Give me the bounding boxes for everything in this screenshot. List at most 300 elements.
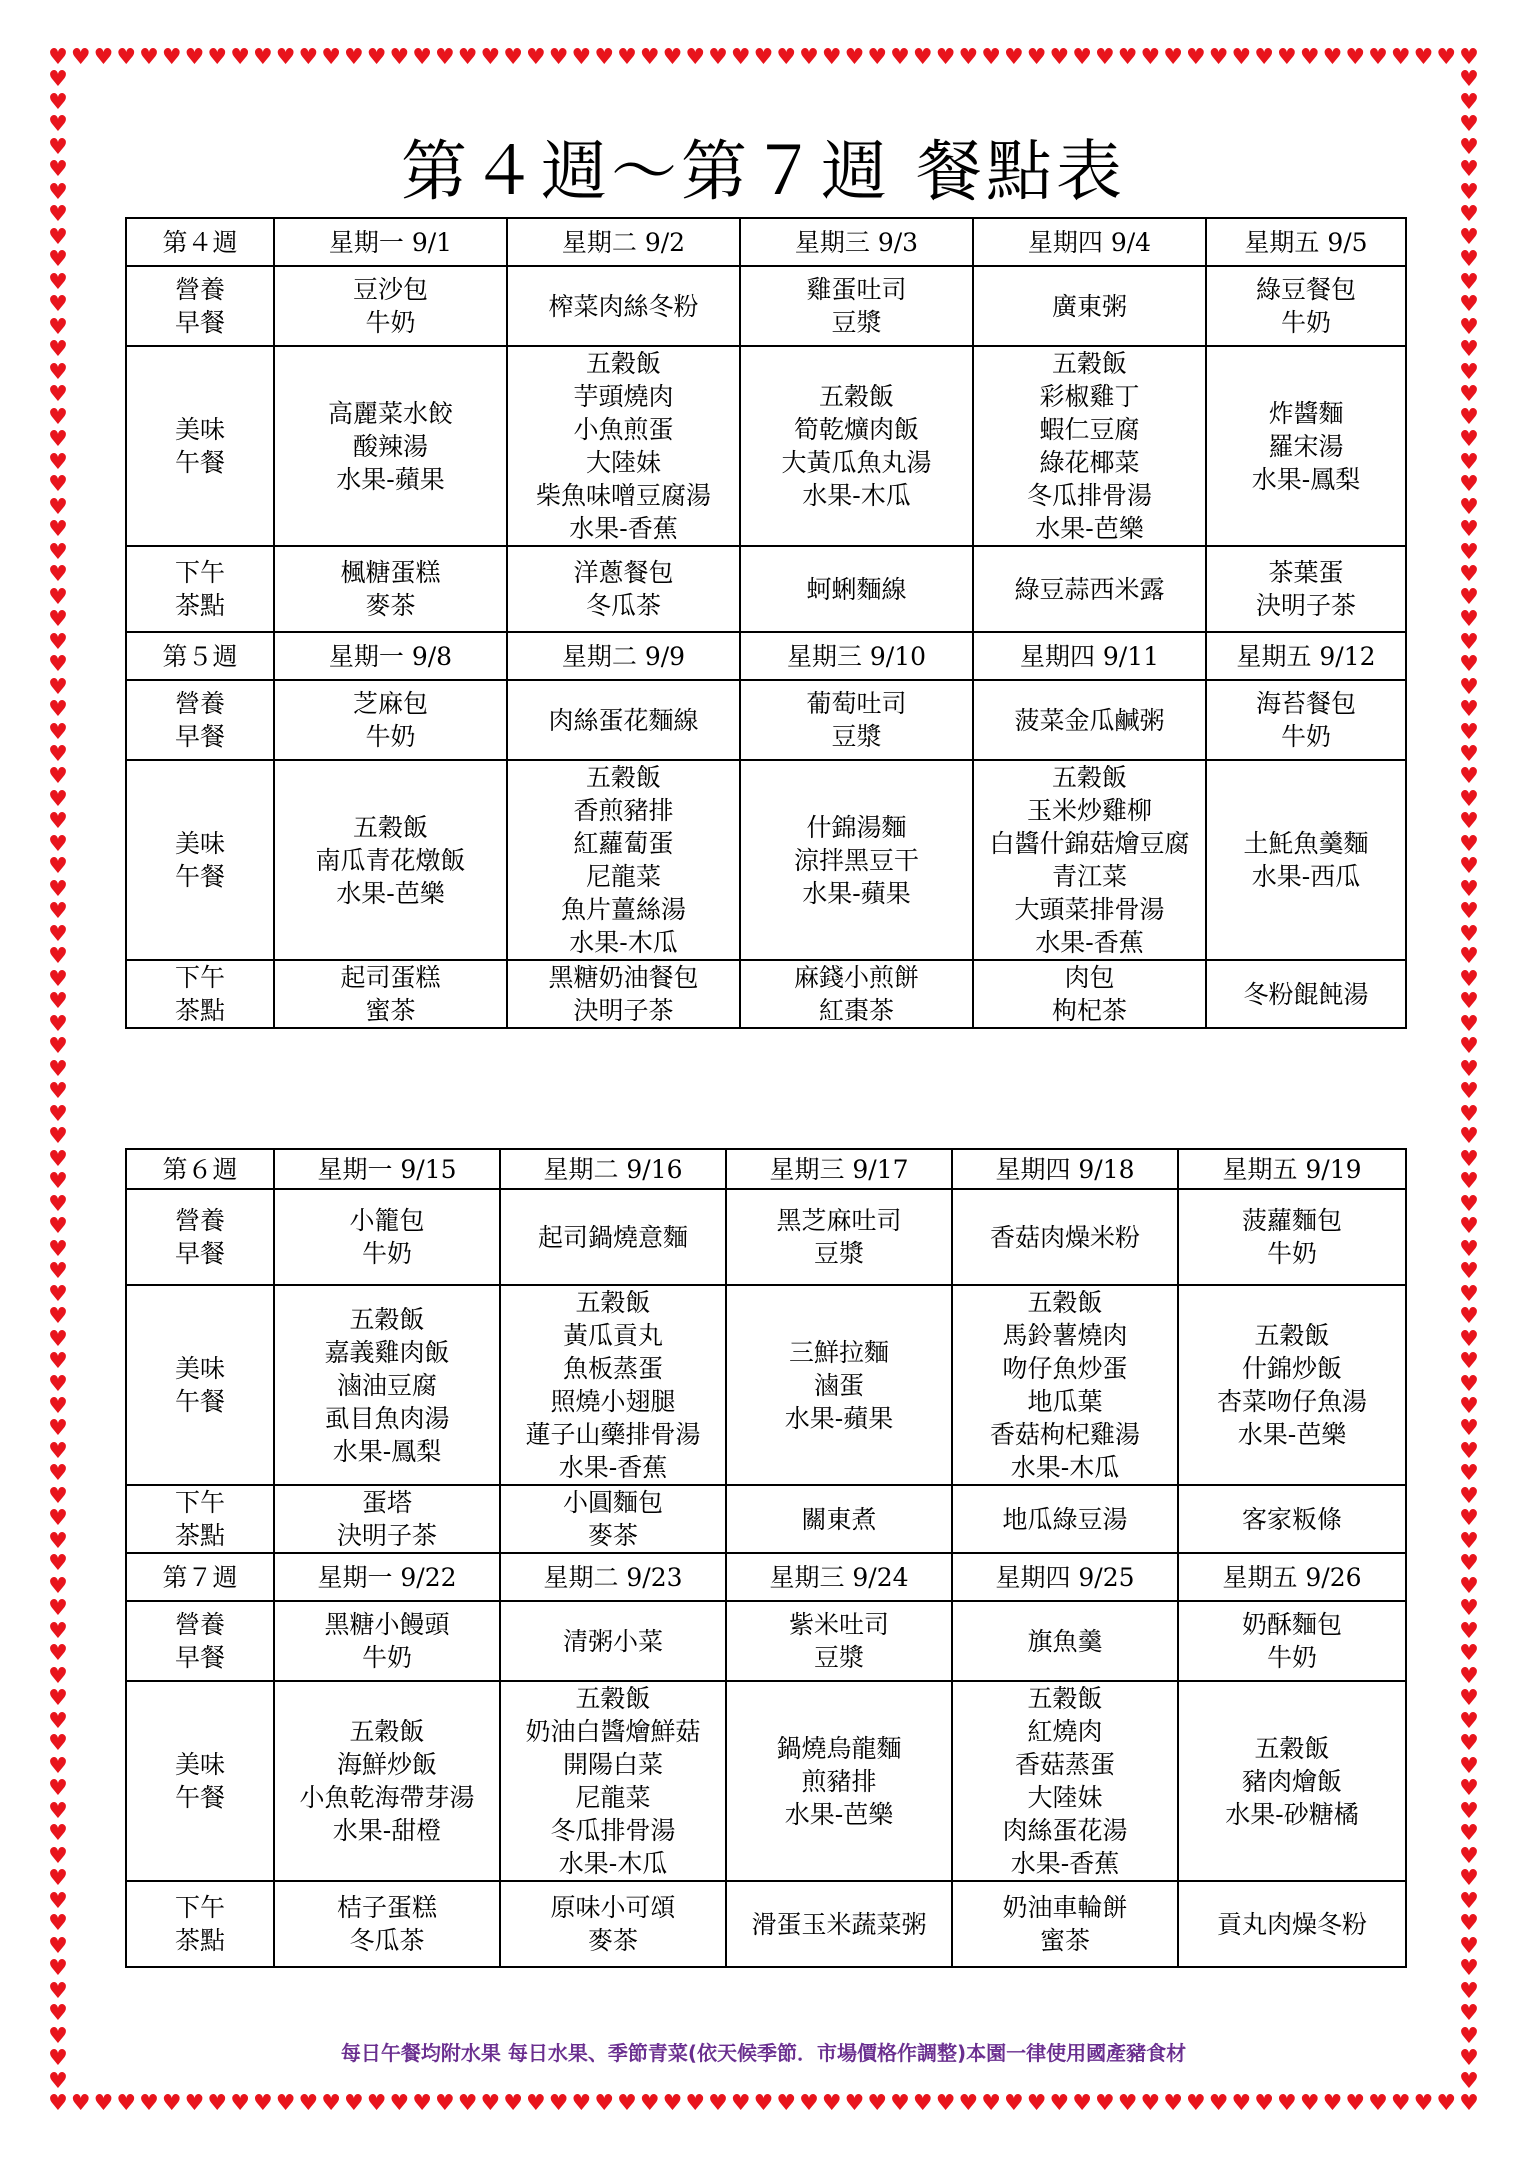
- heart-icon: ♥: [1322, 45, 1343, 70]
- heart-icon: ♥: [1459, 404, 1479, 430]
- breakfast-cell: [274, 1189, 500, 1285]
- heart-icon: ♥: [1459, 1933, 1479, 1959]
- lunch-cell-line: 魚板蒸蛋: [562, 1354, 663, 1383]
- breakfast-cell-line: 牛奶: [1266, 1239, 1317, 1268]
- heart-icon: ♥: [48, 269, 68, 295]
- heart-icon: ♥: [275, 2091, 296, 2116]
- heart-icon: ♥: [1186, 45, 1206, 70]
- heart-icon: ♥: [1459, 1866, 1479, 1892]
- lunch-cell-line: 三鮮拉麵: [788, 1337, 889, 1367]
- meal-label-snack-line: 下午: [174, 1893, 225, 1922]
- heart-icon: ♥: [1322, 2091, 1343, 2116]
- heart-icon: ♥: [1459, 2001, 1479, 2027]
- heart-icon: ♥: [1459, 1124, 1479, 1150]
- heart-icon: ♥: [1026, 45, 1047, 70]
- meal-label-lunch: [126, 1681, 274, 1881]
- lunch-cell: [726, 1681, 952, 1881]
- lunch-cell: [274, 1285, 500, 1485]
- heart-icon: ♥: [1459, 1394, 1479, 1419]
- day-header: 星期二 9/16: [500, 1149, 726, 1189]
- breakfast-cell: [740, 680, 973, 760]
- heart-icon: ♥: [1459, 2068, 1479, 2094]
- snack-cell-line: 蛋塔: [361, 1488, 412, 1517]
- heart-icon: ♥: [48, 674, 68, 700]
- breakfast-cell-line: 豆沙包: [352, 275, 428, 304]
- lunch-cell-line: 炸醬麵: [1268, 398, 1344, 428]
- heart-icon: ♥: [594, 45, 615, 70]
- heart-icon: ♥: [844, 2091, 865, 2116]
- lunch-cell: [274, 1681, 500, 1881]
- snack-row: [126, 546, 1406, 632]
- day-header: 星期一 9/15: [274, 1149, 500, 1189]
- heart-icon: ♥: [366, 45, 387, 70]
- breakfast-cell-line: 豆漿: [831, 722, 882, 751]
- snack-cell-line: 關東煮: [801, 1504, 877, 1534]
- breakfast-cell-line: 牛奶: [361, 1239, 412, 1268]
- week-label: 第６週: [126, 1149, 274, 1189]
- heart-icon: ♥: [1459, 741, 1479, 767]
- heart-icon: ♥: [1459, 427, 1479, 453]
- heart-icon: ♥: [1459, 517, 1479, 543]
- heart-icon: ♥: [1459, 494, 1479, 520]
- heart-icon: ♥: [1459, 224, 1479, 250]
- heart-icon: ♥: [48, 1776, 68, 1802]
- heart-icon: ♥: [389, 45, 410, 70]
- day-header: 星期四 9/18: [952, 1149, 1178, 1189]
- heart-icon: ♥: [48, 1169, 68, 1195]
- lunch-cell-line: 五穀飯: [585, 349, 661, 378]
- heart-icon: ♥: [48, 427, 68, 453]
- lunch-cell-line: 水果-芭樂: [1237, 1420, 1347, 1449]
- breakfast-cell-line: 牛奶: [1280, 722, 1331, 751]
- lunch-cell-line: 五穀飯: [349, 1304, 425, 1334]
- lunch-cell: [740, 760, 973, 960]
- heart-icon: ♥: [207, 2091, 228, 2116]
- heart-icon: ♥: [1459, 539, 1479, 565]
- heart-icon: ♥: [1459, 1753, 1479, 1779]
- lunch-cell-line: 小魚煎蛋: [573, 415, 674, 444]
- lunch-cell-line: 冬瓜排骨湯: [550, 1816, 676, 1845]
- heart-icon: ♥: [48, 1821, 68, 1847]
- heart-icon: ♥: [1254, 45, 1275, 70]
- heart-icon: ♥: [1413, 2091, 1434, 2116]
- heart-icon: ♥: [1072, 2091, 1092, 2116]
- lunch-cell-line: 水果-蘋果: [336, 464, 445, 494]
- heart-icon: ♥: [48, 719, 68, 745]
- heart-icon: ♥: [1459, 1146, 1479, 1172]
- breakfast-cell: [1178, 1601, 1406, 1681]
- snack-cell-line: 肉包: [1064, 963, 1115, 992]
- meal-label-lunch-line: 美味: [174, 415, 225, 444]
- meal-label-breakfast-line: 早餐: [174, 308, 225, 337]
- breakfast-cell-line: 黑芝麻吐司: [776, 1206, 902, 1235]
- heart-icon: ♥: [48, 89, 68, 115]
- menu-table-weeks-6-7: [125, 1148, 1407, 1968]
- heart-icon: ♥: [48, 652, 68, 678]
- lunch-cell-line: 五穀飯: [575, 1288, 651, 1317]
- heart-icon: ♥: [1459, 1034, 1479, 1060]
- lunch-cell-line: 大陸妹: [585, 448, 661, 477]
- heart-icon: ♥: [48, 1146, 68, 1172]
- heart-icon: ♥: [48, 1618, 68, 1644]
- snack-cell-line: 決明子茶: [336, 1521, 437, 1550]
- lunch-cell-line: 馬鈴薯燒肉: [1002, 1321, 1128, 1350]
- heart-icon: ♥: [662, 45, 683, 70]
- meal-label-lunch: [126, 346, 274, 546]
- snack-cell-line: 原味小可頌: [550, 1893, 676, 1922]
- meal-label-snack-line: 下午: [174, 963, 225, 992]
- heart-icon: ♥: [1368, 2091, 1388, 2116]
- heart-icon: ♥: [685, 45, 706, 70]
- heart-icon: ♥: [230, 45, 250, 70]
- heart-icon: ♥: [321, 45, 341, 70]
- heart-icon: ♥: [48, 449, 68, 475]
- heart-icon: ♥: [48, 831, 68, 857]
- heart-icon: ♥: [935, 45, 956, 70]
- heart-icon: ♥: [1163, 2091, 1183, 2116]
- heart-icon: ♥: [161, 2091, 182, 2116]
- snack-cell-line: 地瓜綠豆湯: [1002, 1504, 1128, 1534]
- week-header-row: [126, 218, 1406, 266]
- heart-icon: ♥: [1459, 1596, 1479, 1622]
- heart-icon: ♥: [48, 517, 68, 543]
- heart-icon: ♥: [571, 45, 592, 70]
- heart-icon: ♥: [548, 45, 569, 70]
- snack-cell-line: 枸杞茶: [1051, 996, 1127, 1025]
- heart-icon: ♥: [207, 45, 228, 70]
- lunch-cell-line: 滷油豆腐: [336, 1370, 437, 1400]
- heart-icon: ♥: [890, 2091, 910, 2116]
- heart-icon: ♥: [1208, 45, 1229, 70]
- heart-icon: ♥: [48, 1191, 68, 1217]
- snack-cell: [274, 1881, 500, 1967]
- heart-icon: ♥: [48, 1304, 68, 1330]
- heart-icon: ♥: [912, 45, 933, 70]
- breakfast-cell-line: 豆漿: [813, 1643, 864, 1672]
- heart-icon: ♥: [821, 45, 842, 70]
- lunch-cell-line: 冬瓜排骨湯: [1026, 481, 1152, 510]
- heart-icon: ♥: [1459, 1304, 1479, 1330]
- heart-icon: ♥: [1277, 45, 1297, 70]
- heart-icon: ♥: [48, 1573, 68, 1599]
- meal-label-snack: [126, 1881, 274, 1967]
- breakfast-cell: [740, 266, 973, 346]
- day-header: 星期四 9/11: [973, 632, 1206, 680]
- heart-icon: ♥: [685, 2091, 706, 2116]
- heart-icon: ♥: [48, 629, 68, 655]
- lunch-cell-line: 五穀飯: [352, 812, 428, 842]
- breakfast-cell-line: 豆漿: [813, 1239, 864, 1268]
- lunch-cell-line: 五穀飯: [818, 382, 894, 411]
- meal-label-snack-line: 茶點: [174, 1521, 225, 1550]
- day-header: 星期三 9/24: [726, 1553, 952, 1601]
- heart-icon: ♥: [48, 741, 68, 767]
- heart-icon: ♥: [48, 2046, 68, 2072]
- lunch-cell-line: 五穀飯: [1051, 349, 1127, 378]
- lunch-cell-line: 水果-木瓜: [1010, 1453, 1120, 1482]
- heart-icon: ♥: [1459, 1371, 1479, 1397]
- heart-icon: ♥: [48, 966, 68, 992]
- heart-icon: ♥: [1231, 45, 1252, 70]
- heart-icon: ♥: [48, 786, 68, 812]
- heart-icon: ♥: [48, 1506, 68, 1532]
- lunch-cell-line: 五穀飯: [575, 1684, 651, 1713]
- heart-icon: ♥: [48, 1798, 68, 1824]
- heart-icon: ♥: [1459, 2091, 1479, 2116]
- lunch-cell-line: 筍乾爌肉飯: [793, 415, 919, 444]
- heart-icon: ♥: [1231, 2091, 1252, 2116]
- lunch-cell-line: 香菇蒸蛋: [1014, 1750, 1115, 1779]
- heart-icon: ♥: [617, 2091, 637, 2116]
- heart-icon: ♥: [1459, 2023, 1479, 2049]
- breakfast-cell-line: 葡萄吐司: [806, 689, 907, 718]
- heart-icon: ♥: [1459, 1214, 1479, 1240]
- heart-icon: ♥: [321, 2091, 341, 2116]
- heart-icon: ♥: [1345, 45, 1366, 70]
- lunch-cell-line: 南瓜青花燉飯: [315, 845, 466, 875]
- week-label: 第４週: [126, 218, 274, 266]
- breakfast-cell-line: 黑糖小饅頭: [324, 1610, 450, 1639]
- heart-icon: ♥: [1277, 2091, 1297, 2116]
- lunch-cell-line: 肉絲蛋花湯: [1002, 1816, 1128, 1845]
- heart-icon: ♥: [503, 45, 524, 70]
- heart-icon: ♥: [48, 1079, 68, 1105]
- day-header: 星期二 9/9: [507, 632, 740, 680]
- week-header-row: [126, 632, 1406, 680]
- heart-icon: ♥: [1459, 314, 1479, 340]
- heart-icon: ♥: [48, 1101, 68, 1127]
- heart-icon: ♥: [412, 2091, 432, 2116]
- heart-icon: ♥: [1459, 1978, 1479, 2004]
- snack-cell-line: 麥茶: [587, 1926, 638, 1955]
- heart-icon: ♥: [48, 1326, 68, 1352]
- snack-cell-line: 黑糖奶油餐包: [548, 963, 699, 992]
- lunch-cell: [274, 346, 507, 546]
- breakfast-cell: [1178, 1189, 1406, 1285]
- breakfast-cell: [274, 266, 507, 346]
- lunch-cell-line: 什錦湯麵: [806, 812, 907, 842]
- lunch-cell-line: 水果-香蕉: [569, 514, 678, 543]
- heart-icon: ♥: [48, 989, 68, 1015]
- heart-icon: ♥: [1459, 1551, 1479, 1577]
- snack-cell-line: 綠豆蒜西米露: [1014, 574, 1165, 604]
- breakfast-cell-line: 榨菜肉絲冬粉: [548, 291, 699, 321]
- heart-icon: ♥: [1459, 1236, 1479, 1262]
- heart-icon: ♥: [48, 697, 68, 723]
- meal-label-lunch-line: 美味: [174, 1354, 225, 1383]
- lunch-cell-line: 蓮子山藥排骨湯: [525, 1420, 701, 1449]
- meal-label-breakfast-line: 營養: [174, 1206, 225, 1235]
- lunch-cell-line: 水果-芭樂: [784, 1799, 894, 1829]
- heart-icon: ♥: [70, 2091, 91, 2116]
- meal-label-lunch: [126, 1285, 274, 1485]
- snack-row: [126, 960, 1406, 1028]
- heart-icon: ♥: [48, 1933, 68, 1959]
- breakfast-cell: [726, 1601, 952, 1681]
- lunch-cell: [740, 346, 973, 546]
- heart-icon: ♥: [1459, 1663, 1479, 1689]
- snack-cell-line: 茶葉蛋: [1268, 558, 1344, 587]
- heart-icon: ♥: [1459, 584, 1479, 610]
- snack-cell-line: 貢丸肉燥冬粉: [1216, 1909, 1367, 1939]
- heart-icon: ♥: [1459, 1821, 1479, 1847]
- heart-icon: ♥: [70, 45, 91, 70]
- heart-icon: ♥: [48, 1011, 68, 1037]
- heart-icon: ♥: [48, 899, 68, 925]
- heart-icon: ♥: [1413, 45, 1434, 70]
- meal-label-breakfast-line: 營養: [174, 689, 225, 718]
- heart-icon: ♥: [48, 1236, 68, 1262]
- heart-icon: ♥: [48, 1911, 68, 1937]
- breakfast-cell-line: 牛奶: [1266, 1643, 1317, 1672]
- heart-icon: ♥: [1459, 89, 1479, 115]
- heart-icon: ♥: [48, 944, 68, 970]
- lunch-row: [126, 1681, 1406, 1881]
- lunch-cell-line: 高麗菜水餃: [327, 398, 453, 428]
- heart-icon: ♥: [1459, 1438, 1479, 1464]
- heart-icon: ♥: [1436, 45, 1457, 70]
- heart-icon: ♥: [1208, 2091, 1229, 2116]
- heart-icon: ♥: [1459, 449, 1479, 475]
- lunch-row: [126, 760, 1406, 960]
- heart-icon: ♥: [48, 1596, 68, 1622]
- breakfast-cell-line: 清粥小菜: [562, 1626, 663, 1656]
- snack-cell: [274, 960, 507, 1028]
- heart-icon: ♥: [571, 2091, 592, 2116]
- lunch-row: [126, 1285, 1406, 1485]
- snack-cell-line: 洋蔥餐包: [573, 558, 674, 587]
- meal-label-breakfast-line: 營養: [174, 275, 225, 304]
- lunch-cell-line: 水果-芭樂: [1035, 514, 1144, 543]
- heart-icon: ♥: [548, 2091, 569, 2116]
- heart-icon: ♥: [457, 2091, 478, 2116]
- breakfast-cell: [952, 1189, 1178, 1285]
- lunch-cell: [973, 760, 1206, 960]
- lunch-cell-line: 豬肉燴飯: [1241, 1766, 1342, 1796]
- snack-cell: [973, 546, 1206, 632]
- snack-cell: [740, 546, 973, 632]
- heart-icon: ♥: [1459, 809, 1479, 835]
- snack-cell: [952, 1881, 1178, 1967]
- heart-icon: ♥: [1459, 1011, 1479, 1037]
- lunch-cell-line: 水果-鳳梨: [1251, 464, 1361, 494]
- meal-label-snack: [126, 546, 274, 632]
- heart-icon: ♥: [1459, 1416, 1479, 1442]
- heart-icon: ♥: [1459, 179, 1479, 205]
- lunch-cell-line: 水果-香蕉: [1035, 928, 1144, 957]
- lunch-cell-line: 五穀飯: [1254, 1733, 1330, 1763]
- heart-icon: ♥: [93, 45, 114, 70]
- snack-cell: [1206, 546, 1406, 632]
- lunch-cell-line: 香煎豬排: [573, 796, 674, 825]
- heart-icon: ♥: [48, 1866, 68, 1892]
- heart-icon: ♥: [662, 2091, 683, 2116]
- meal-label-snack-line: 茶點: [174, 591, 225, 620]
- day-header: 星期五 9/12: [1206, 632, 1406, 680]
- heart-icon: ♥: [1459, 674, 1479, 700]
- lunch-cell-line: 吻仔魚炒蛋: [1002, 1354, 1128, 1383]
- heart-icon: ♥: [1254, 2091, 1275, 2116]
- heart-icon: ♥: [48, 404, 68, 430]
- breakfast-cell: [1206, 266, 1406, 346]
- lunch-cell-line: 水果-鳳梨: [332, 1436, 442, 1466]
- heart-icon: ♥: [48, 921, 68, 947]
- lunch-cell-line: 魚片薑絲湯: [560, 895, 686, 924]
- heart-icon: ♥: [1459, 1169, 1479, 1195]
- snack-cell: [500, 1485, 726, 1553]
- lunch-cell-line: 大黃瓜魚丸湯: [781, 448, 932, 477]
- heart-icon: ♥: [1459, 944, 1479, 970]
- heart-icon: ♥: [1436, 2091, 1457, 2116]
- heart-icon: ♥: [912, 2091, 933, 2116]
- heart-icon: ♥: [48, 1708, 68, 1734]
- snack-cell-line: 滑蛋玉米蔬菜粥: [751, 1909, 927, 1939]
- lunch-cell-line: 土魠魚羹麵: [1243, 829, 1369, 858]
- breakfast-cell-line: 菠菜金瓜鹹粥: [1014, 705, 1165, 735]
- lunch-cell-line: 紅蘿蔔蛋: [573, 829, 674, 858]
- meal-label-snack-line: 茶點: [174, 996, 225, 1025]
- heart-icon: ♥: [1459, 1349, 1479, 1375]
- lunch-cell: [973, 346, 1206, 546]
- lunch-cell-line: 青江菜: [1051, 862, 1127, 891]
- heart-icon: ♥: [184, 45, 205, 70]
- heart-icon: ♥: [867, 45, 888, 70]
- snack-cell: [726, 1485, 952, 1553]
- heart-icon: ♥: [48, 67, 68, 93]
- breakfast-cell: [500, 1189, 726, 1285]
- heart-icon: ♥: [958, 2091, 979, 2116]
- lunch-cell-line: 五穀飯: [1051, 763, 1127, 792]
- heart-icon: ♥: [116, 45, 137, 70]
- week-label: 第５週: [126, 632, 274, 680]
- lunch-cell: [274, 760, 507, 960]
- snack-cell-line: 奶油車輪餅: [1002, 1893, 1128, 1922]
- heart-icon: ♥: [617, 45, 637, 70]
- heart-icon: ♥: [389, 2091, 410, 2116]
- heart-icon: ♥: [639, 45, 660, 70]
- heart-icon: ♥: [48, 1888, 68, 1914]
- lunch-cell-line: 芋頭燒肉: [573, 382, 674, 411]
- breakfast-cell-line: 廣東粥: [1051, 291, 1127, 321]
- lunch-cell-line: 黃瓜貢丸: [562, 1321, 663, 1350]
- breakfast-cell-line: 海苔餐包: [1255, 689, 1356, 718]
- heart-icon: ♥: [48, 2068, 68, 2094]
- heart-icon: ♥: [48, 809, 68, 835]
- day-header: 星期三 9/3: [740, 218, 973, 266]
- heart-icon: ♥: [48, 1528, 68, 1554]
- heart-icon: ♥: [1459, 1573, 1479, 1599]
- heart-icon: ♥: [503, 2091, 524, 2116]
- lunch-cell-line: 五穀飯: [1027, 1288, 1103, 1317]
- heart-icon: ♥: [1049, 2091, 1070, 2116]
- heart-icon: ♥: [1459, 292, 1479, 318]
- day-header: 星期一 9/1: [274, 218, 507, 266]
- heart-icon: ♥: [730, 2091, 751, 2116]
- heart-icon: ♥: [48, 224, 68, 250]
- heart-icon: ♥: [1459, 1798, 1479, 1824]
- heart-icon: ♥: [1459, 1259, 1479, 1285]
- heart-icon: ♥: [981, 45, 1001, 70]
- meal-label-breakfast-line: 早餐: [174, 1643, 225, 1672]
- heart-icon: ♥: [48, 562, 68, 588]
- heart-icon: ♥: [48, 1416, 68, 1442]
- lunch-cell: [507, 346, 740, 546]
- heart-icon: ♥: [48, 1551, 68, 1577]
- lunch-cell-line: 水果-蘋果: [784, 1403, 894, 1433]
- heart-icon: ♥: [1459, 157, 1479, 183]
- lunch-cell-line: 尼龍菜: [575, 1783, 651, 1812]
- heart-icon: ♥: [48, 1956, 68, 1982]
